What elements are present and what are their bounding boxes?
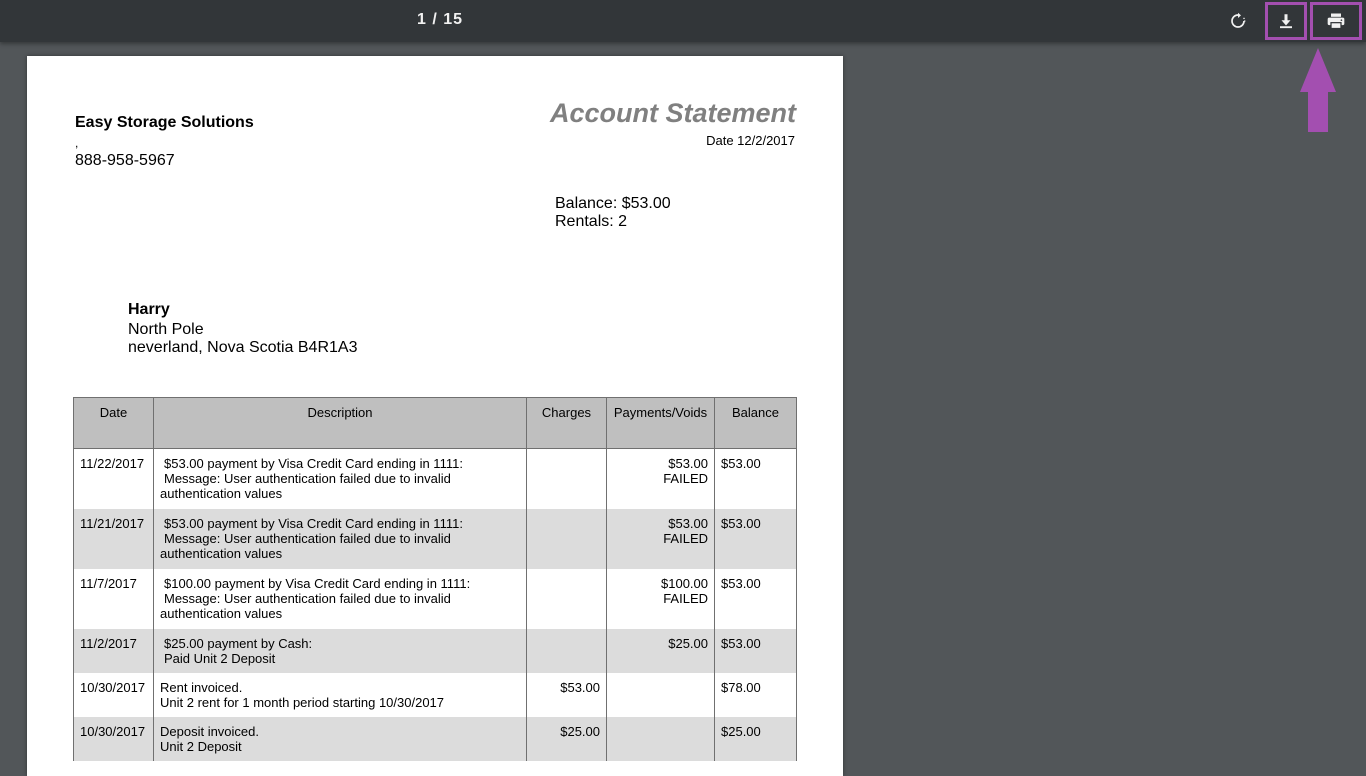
row-date: 11/22/2017	[74, 449, 154, 509]
row-balance: $25.00	[715, 717, 797, 761]
row-date: 11/21/2017	[74, 509, 154, 569]
company-phone: 888-958-5967	[75, 152, 175, 169]
row-date: 10/30/2017	[74, 673, 154, 717]
description-line: Rent invoiced.	[160, 679, 243, 695]
download-button[interactable]	[1265, 2, 1307, 40]
document-title: Account Statement	[549, 98, 796, 128]
row-description	[154, 673, 527, 717]
description-line: Unit 2 Deposit	[160, 738, 242, 754]
payment-amount: $100.00	[661, 575, 708, 591]
row-balance: $78.00	[715, 673, 797, 717]
description-line: $53.00 payment by Visa Credit Card ending in 1111:	[164, 456, 463, 471]
row-description	[154, 717, 527, 761]
table-row	[74, 569, 797, 629]
row-balance: $53.00	[715, 509, 797, 569]
rotate-icon	[1229, 12, 1247, 30]
table-row	[74, 629, 797, 673]
column-header-date: Date	[74, 398, 154, 449]
description-line: authentication values	[160, 486, 283, 501]
description-line: Message: User authentication failed due to invalid	[164, 471, 451, 486]
row-charges	[527, 449, 607, 509]
company-address: ,	[75, 136, 79, 150]
row-charges	[527, 509, 607, 569]
row-charges	[527, 629, 607, 673]
column-header-balance: Balance	[715, 398, 797, 449]
row-charges	[527, 569, 607, 629]
description-line: Message: User authentication failed due to invalid	[164, 590, 451, 606]
page-indicator[interactable]: 1 / 15	[416, 11, 464, 28]
row-balance: $53.00	[715, 629, 797, 673]
row-date: 11/2/2017	[74, 629, 154, 673]
row-date: 11/7/2017	[74, 569, 154, 629]
description-line: authentication values	[160, 545, 283, 561]
row-description	[154, 509, 527, 569]
row-payment	[607, 629, 715, 673]
row-charges: $25.00	[527, 717, 607, 761]
description-line: $25.00 payment by Cash:	[164, 635, 313, 651]
payment-status: FAILED	[663, 471, 708, 486]
description-line: $100.00 payment by Visa Credit Card ending in 1111:	[164, 575, 471, 591]
description-line: Deposit invoiced.	[160, 723, 259, 739]
description-line: Message: User authentication failed due to invalid	[164, 530, 451, 546]
download-icon	[1277, 12, 1295, 30]
description-line: Paid Unit 2 Deposit	[164, 650, 276, 666]
payment-amount: $53.00	[668, 456, 708, 471]
payment-status: FAILED	[663, 590, 708, 606]
statement-table	[73, 397, 797, 761]
rentals-summary: Rentals: 2	[555, 213, 628, 230]
payment-amount: $53.00	[668, 515, 708, 531]
balance-summary: Balance: $53.00	[555, 195, 671, 212]
table-row	[74, 449, 797, 509]
customer-address-line1: North Pole	[128, 321, 204, 338]
row-payment	[607, 509, 715, 569]
row-description	[154, 569, 527, 629]
payment-status: FAILED	[663, 530, 708, 546]
row-date: 10/30/2017	[74, 717, 154, 761]
row-payment	[607, 717, 715, 761]
table-header-row	[74, 398, 797, 449]
row-description	[154, 629, 527, 673]
table-row	[74, 509, 797, 569]
row-charges: $53.00	[527, 673, 607, 717]
column-header-description: Description	[154, 398, 527, 449]
row-payment	[607, 449, 715, 509]
description-line: Unit 2 rent for 1 month period starting 10/30/2017	[160, 694, 445, 710]
print-button[interactable]	[1310, 2, 1362, 40]
payment-amount: $25.00	[668, 635, 708, 651]
row-balance: $53.00	[715, 569, 797, 629]
description-line: $53.00 payment by Visa Credit Card ending in 1111:	[164, 515, 463, 531]
company-name: Easy Storage Solutions	[75, 114, 254, 131]
customer-address-line2: neverland, Nova Scotia B4R1A3	[128, 339, 358, 356]
table-row	[74, 717, 797, 761]
column-header-charges: Charges	[527, 398, 607, 449]
rotate-button[interactable]	[1216, 0, 1260, 42]
row-balance: $53.00	[715, 449, 797, 509]
row-description	[154, 449, 527, 509]
annotation-arrow	[1296, 44, 1340, 134]
description-line: authentication values	[160, 605, 283, 621]
row-payment	[607, 673, 715, 717]
row-payment	[607, 569, 715, 629]
customer-name: Harry	[128, 301, 170, 318]
print-icon	[1326, 11, 1346, 31]
statement-date: Date 12/2/2017	[706, 133, 795, 148]
table-row	[74, 673, 797, 717]
column-header-payments: Payments/Voids	[607, 398, 715, 449]
pdf-page	[27, 56, 843, 776]
pdf-toolbar	[0, 0, 1366, 42]
